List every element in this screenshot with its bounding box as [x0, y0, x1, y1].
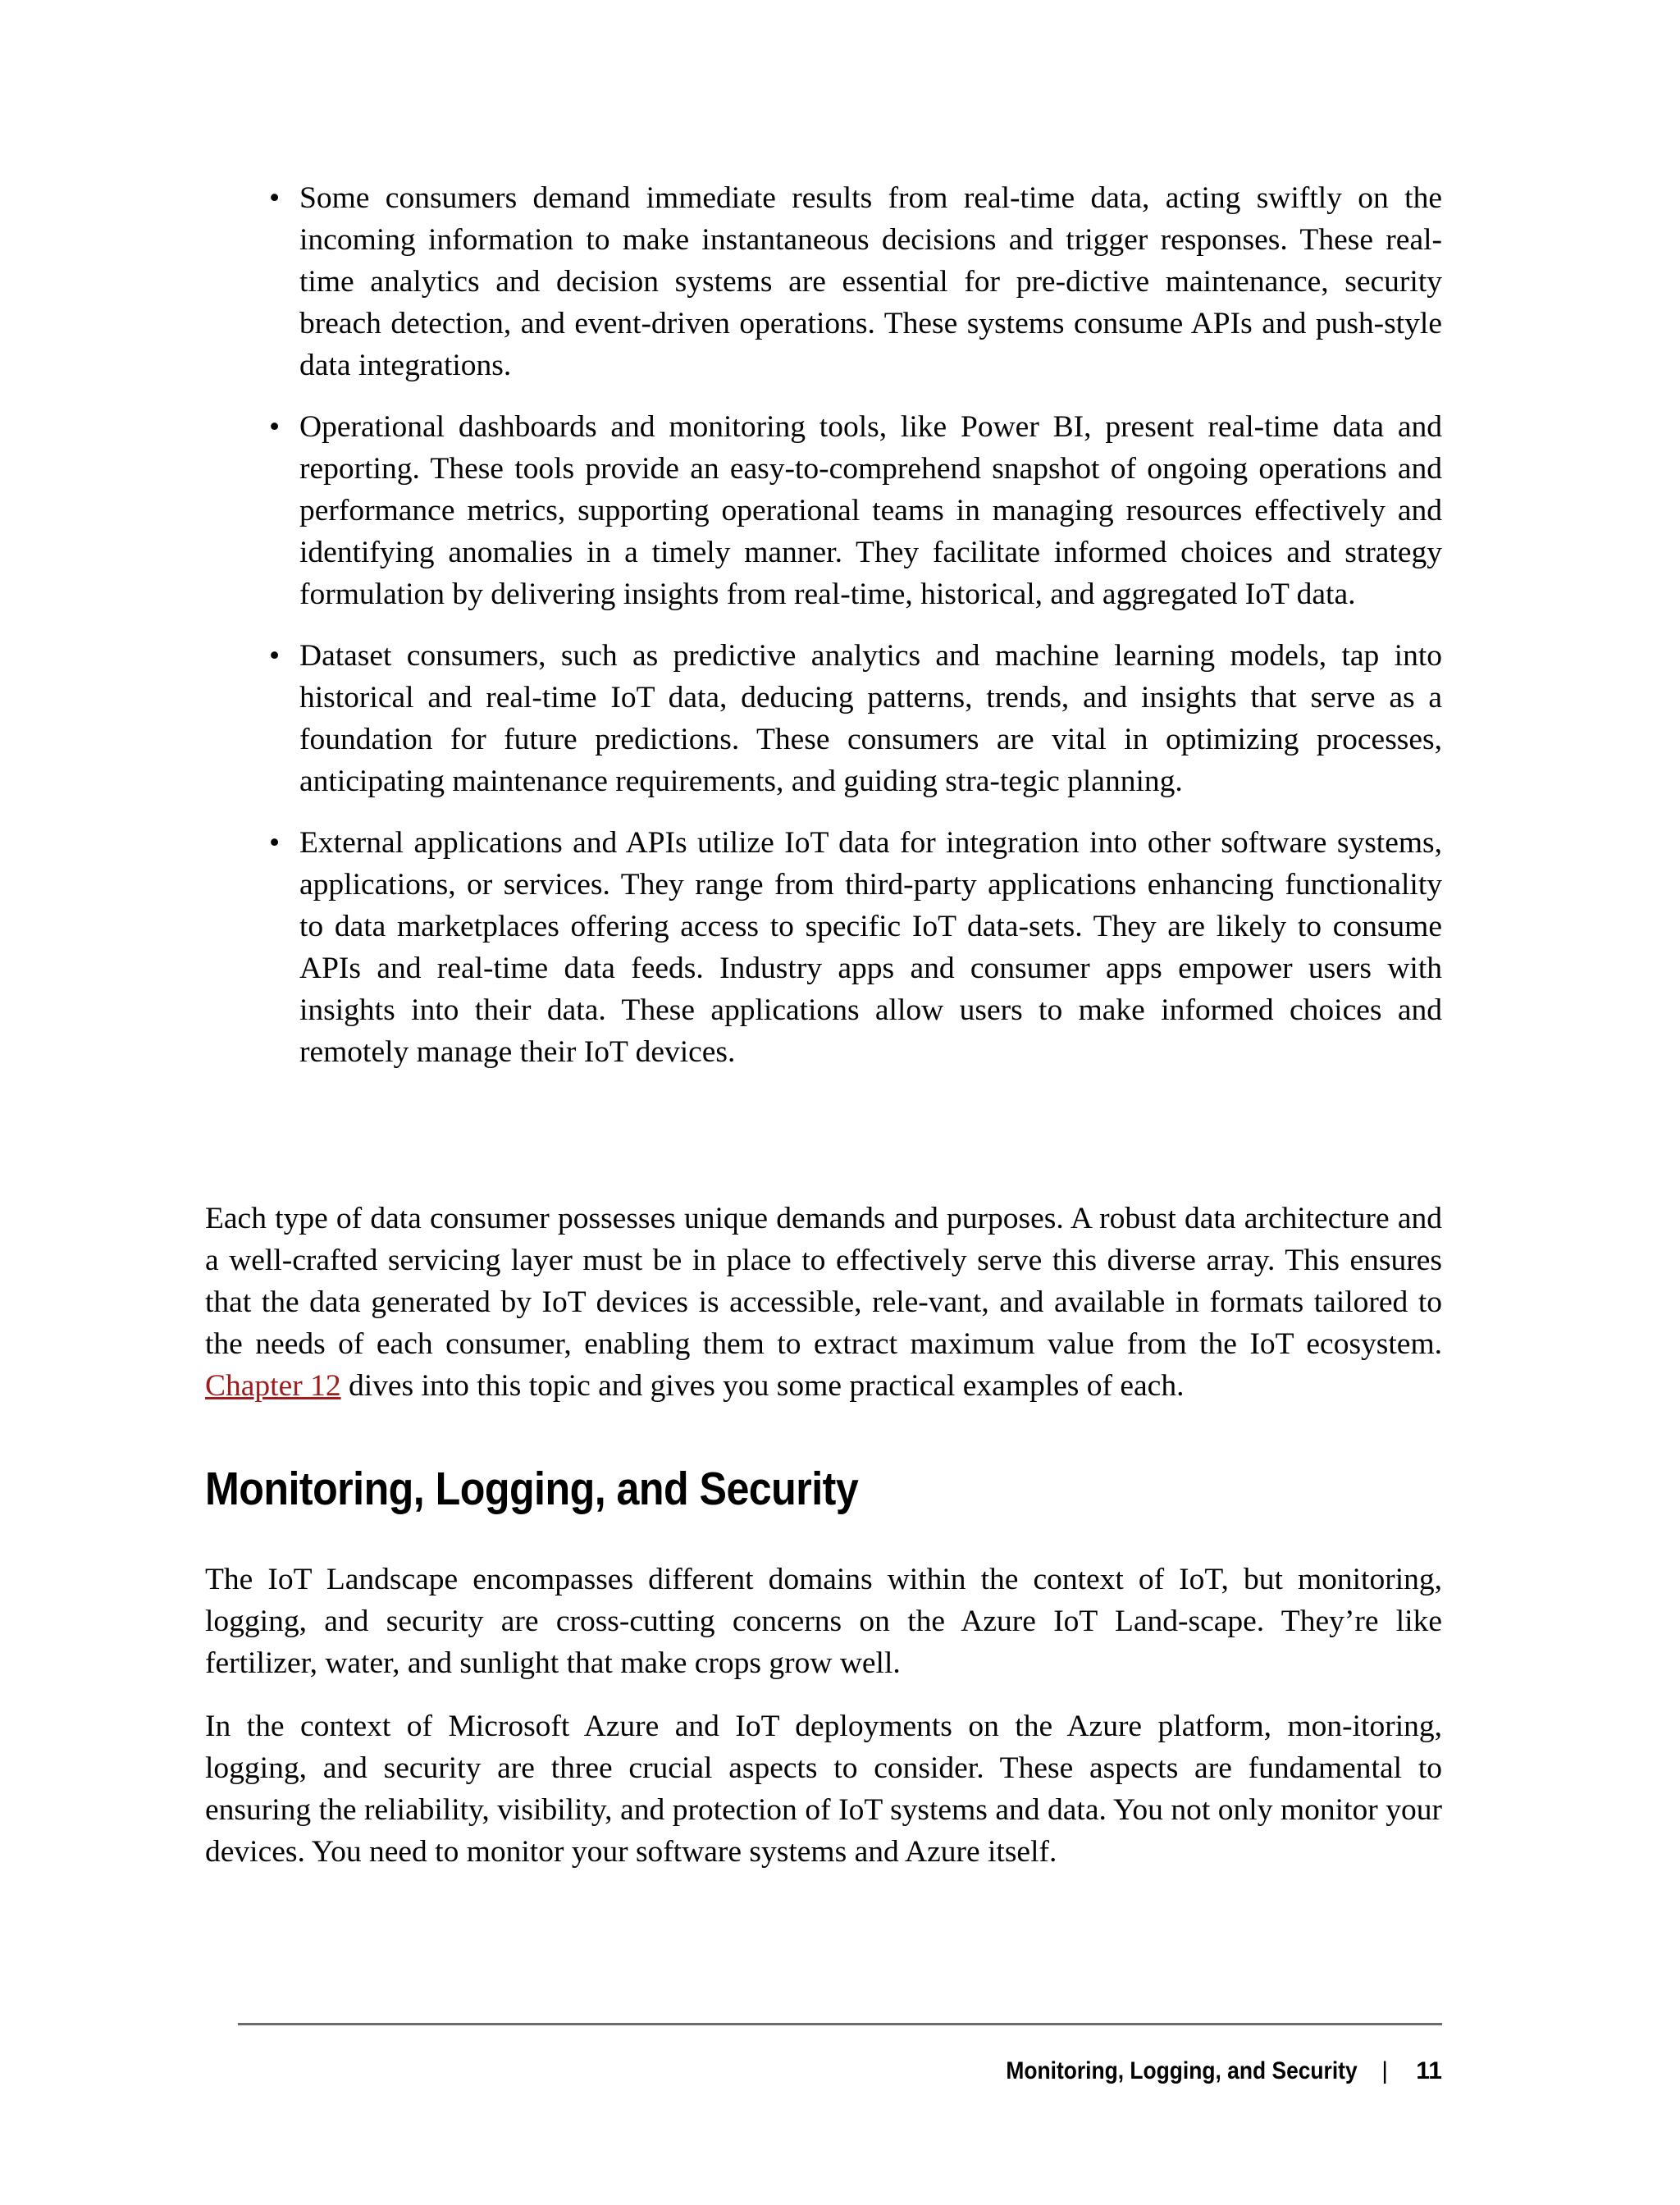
bullet-point-icon: • — [269, 181, 281, 215]
summary-text-after-link: dives into this topic and gives you some practical examples of each. — [340, 1369, 1185, 1403]
bullet-point-icon: • — [269, 410, 281, 444]
footer-divider — [238, 2023, 1442, 2025]
list-item-text: External applications and APIs utilize IoT data for integration into other software systems, applications, or services. They range from third-party applications enhancing functionality to data marketplaces offering access to specific IoT data-sets. They are likely to consume APIs and real-time data feeds. Industry apps and consumer apps empower users with insights into their data. These applications allow users to make informed choices and remotely manage their IoT devices. — [299, 826, 1442, 1069]
list-item-text: Dataset consumers, such as predictive analytics and machine learning models, tap into historical and real-time IoT data, deducing patterns, trends, and insights that serve as a foundation for future predictions. These consumers are vital in optimizing processes, anticipating maintenance requirements, and guiding stra-tegic planning. — [299, 639, 1442, 798]
section-body-block — [205, 1559, 1442, 1873]
chapter-12-crossref-link[interactable]: Chapter 12 — [205, 1369, 341, 1403]
list-item-text: Some consumers demand immediate results from real-time data, acting swiftly on the incoming information to make instantaneous decisions and trigger responses. These real-time analytics and decision systems are essential for pre-dictive maintenance, security breach detection, and event-driven operations. These systems consume APIs and push-style data integrations. — [299, 181, 1442, 382]
summary-text-before-link: Each type of data consumer possesses unique demands and purposes. A robust data architecture and a well-crafted servicing layer must be in place to effectively serve this diverse array. This ensures that the data generated by IoT devices is accessible, rele-vant, and available in formats tailored to the needs of each consumer, enabling them to extract maximum value from the IoT ecosystem. — [205, 1202, 1442, 1361]
footer-separator: | — [1381, 2057, 1388, 2084]
summary-paragraph — [205, 1198, 1442, 1407]
summary-paragraph-block — [205, 1198, 1442, 1407]
list-item — [238, 822, 1442, 1073]
list-item — [238, 406, 1442, 615]
data-consumer-bullet-list — [238, 177, 1442, 1073]
bulleted-list-section — [238, 177, 1442, 1073]
list-item — [238, 635, 1442, 802]
list-item — [238, 177, 1442, 386]
bullet-point-icon: • — [269, 826, 281, 860]
list-item-text: Operational dashboards and monitoring tools, like Power BI, present real-time data and reporting. These tools provide an easy-to-comprehend snapshot of ongoing operations and performance metrics, supporting operational teams in managing resources effectively and identifying anomalies in a timely manner. They facilitate informed choices and strategy formulation by delivering insights from real-time, historical, and aggregated IoT data. — [299, 410, 1442, 611]
footer-page-number: 11 — [1416, 2057, 1442, 2084]
section-paragraph: In the context of Microsoft Azure and IoT deployments on the Azure platform, mon-itoring, logging, and security are three crucial aspects to consider. These aspects are fundamental to ensuring the reliability, visibility, and protection of IoT systems and data. You not only monitor your devices. You need to monitor your software systems and Azure itself. — [205, 1710, 1442, 1869]
page-footer — [238, 2055, 1442, 2088]
bullet-point-icon: • — [269, 639, 281, 673]
page-title: Monitoring, Logging, and Security — [205, 1463, 859, 1515]
section-paragraph: The IoT Landscape encompasses different domains within the context of IoT, but monitoring, logging, and security are cross-cutting concerns on the Azure IoT Land-scape. They’re like fertilizer, water, and sunlight that make crops grow well. — [205, 1563, 1442, 1680]
footer-running-title: Monitoring, Logging, and Security — [1005, 2057, 1358, 2084]
